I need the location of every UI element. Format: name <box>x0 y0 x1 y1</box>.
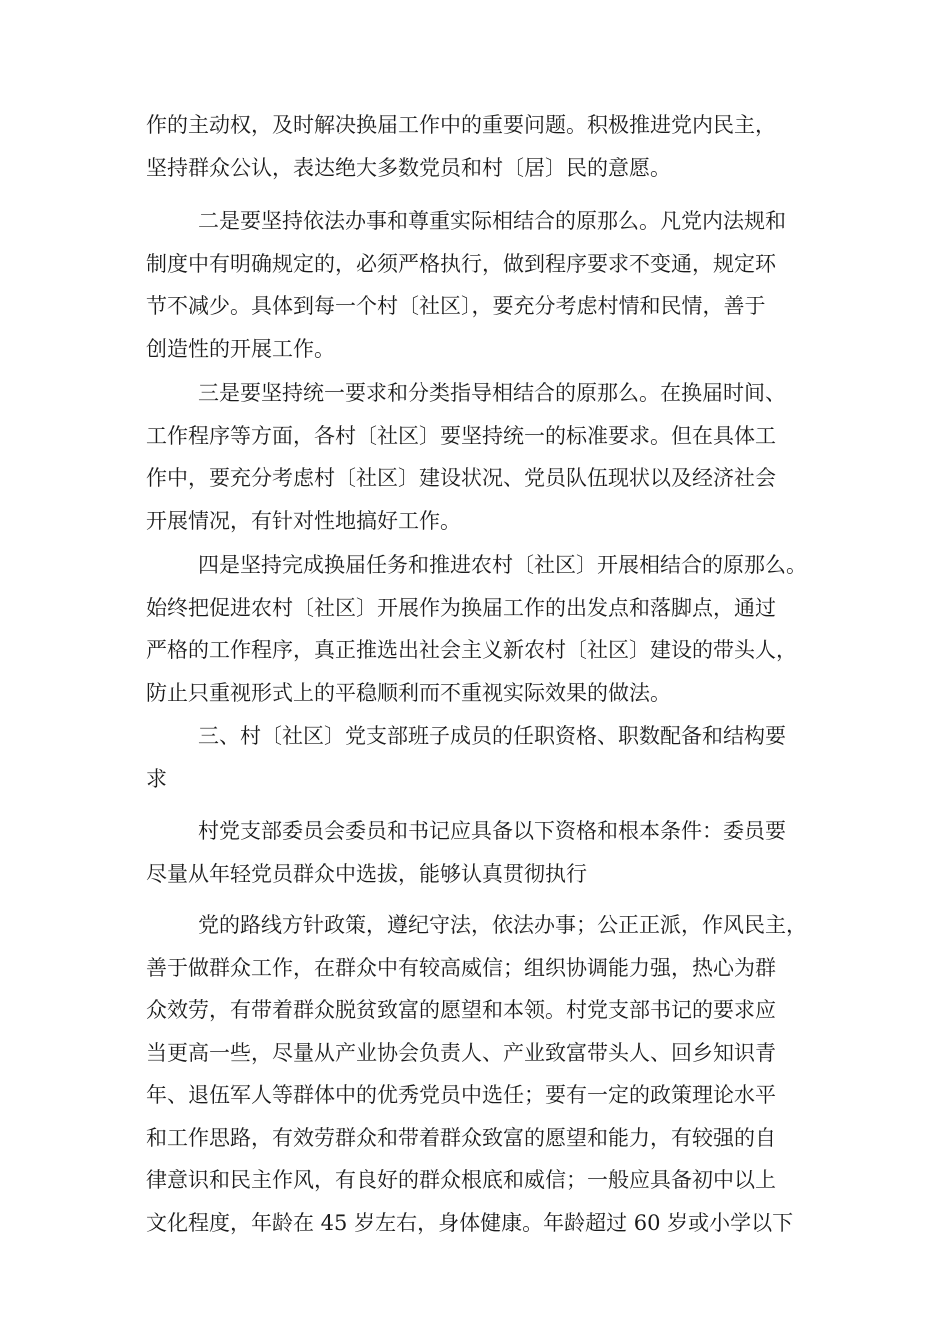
paragraph-2 <box>146 200 826 370</box>
paragraph-6 <box>146 904 826 1244</box>
text-line: 坚持群众公认，表达绝大多数党员和村〔居〕民的意愿。 <box>146 155 671 180</box>
text-line: 年、退伍军人等群体中的优秀党员中选任；要有一定的政策理论水平 <box>146 1083 776 1107</box>
text-line: 始终把促进农村〔社区〕开展作为换届工作的出发点和落脚点，通过 <box>146 595 776 620</box>
text-line: 村党支部委员会委员和书记应具备以下资格和根本条件：委员要 <box>198 819 786 843</box>
text-line: 尽量从年轻党员群众中选拔，能够认真贯彻执行 <box>146 861 587 886</box>
text-line: 节不减少。具体到每一个村〔社区〕，要充分考虑村情和民情，善于 <box>146 294 766 318</box>
paragraph-1 <box>146 104 826 189</box>
text-line: 求 <box>146 766 167 791</box>
text-line: 善于做群众工作，在群众中有较高威信；组织协调能力强，热心为群 <box>146 955 776 980</box>
text-line: 律意识和民主作风，有良好的群众根底和威信；一般应具备初中以上 <box>146 1168 776 1192</box>
paragraph-3 <box>146 372 826 542</box>
text-line: 作中，要充分考虑村〔社区〕建设状况、党员队伍现状以及经济社会 <box>146 466 776 490</box>
paragraph-5 <box>146 810 826 895</box>
text-line: 防止只重视形式上的平稳顺利而不重视实际效果的做法。 <box>146 680 671 705</box>
paragraph-4 <box>146 544 826 714</box>
section-heading <box>146 715 826 800</box>
text-line: 三、村〔社区〕党支部班子成员的任职资格、职数配备和结构要 <box>198 724 786 748</box>
text-line: 工作程序等方面，各村〔社区〕要坚持统一的标准要求。但在具体工 <box>146 423 776 448</box>
text-line: 制度中有明确规定的，必须严格执行，做到程序要求不变通，规定环 <box>146 251 776 276</box>
text-line: 三是要坚持统一要求和分类指导相结合的原那么。在换届时间、 <box>198 381 786 405</box>
text-line: 文化程度，年龄在 45 岁左右，身体健康。年龄超过 60 岁或小学以下 <box>146 1210 794 1235</box>
text-line: 开展情况，有针对性地搞好工作。 <box>146 508 461 533</box>
text-line: 众效劳，有带着群众脱贫致富的愿望和本领。村党支部书记的要求应 <box>146 998 776 1022</box>
text-line: 创造性的开展工作。 <box>146 336 335 361</box>
text-line: 党的路线方针政策，遵纪守法，依法办事；公正正派，作风民主， <box>198 913 807 937</box>
text-line: 二是要坚持依法办事和尊重实际相结合的原那么。凡党内法规和 <box>198 209 786 233</box>
text-line: 严格的工作程序，真正推选出社会主义新农村〔社区〕建设的带头人， <box>146 638 797 662</box>
text-line: 和工作思路，有效劳群众和带着群众致富的愿望和能力，有较强的自 <box>146 1125 776 1150</box>
text-line: 作的主动权，及时解决换届工作中的重要问题。积极推进党内民主， <box>146 113 776 137</box>
text-line: 四是坚持完成换届任务和推进农村〔社区〕开展相结合的原那么。 <box>198 553 807 577</box>
text-line: 当更高一些，尽量从产业协会负责人、产业致富带头人、回乡知识青 <box>146 1040 776 1065</box>
